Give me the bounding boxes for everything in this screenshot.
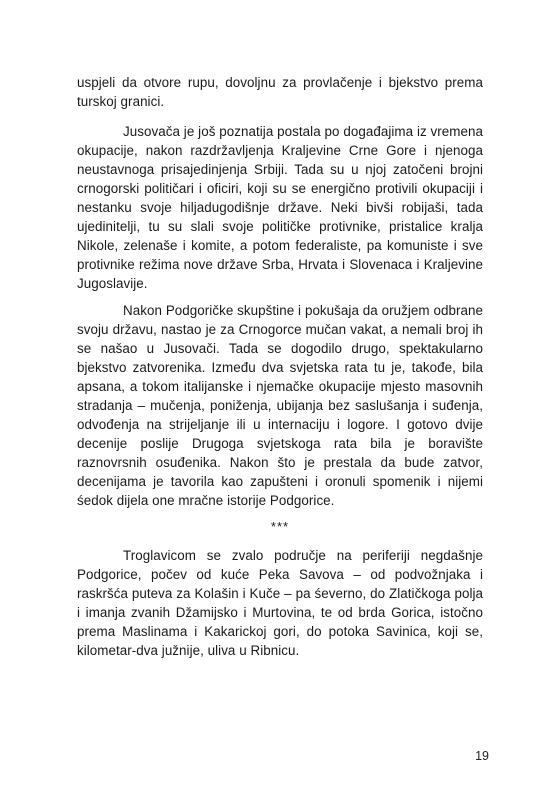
- page-number: 19: [475, 749, 489, 763]
- paragraph-text: Jusovača je još poznatija postala po događajima iz vremena okupacije, nakon razdržavljenja Kraljevine Crne Gore i njenoga neustavnoga prisajedinjenja Srbiji. Tada su u njoj zatočeni brojni crnogorski političari i oficiri, koji su se energično protivili okupaciji i nestanku svoje hiljadugodišnje države. Neki bivši robijaši, tada ujedinitelji, tu su slali svoje političke protivnike, pristalice kralja Nikole, zelenaše i komite, a potom federaliste, pa komuniste i sve protivnike režima nove države Srba, Hrvata i Slovenaca i Kraljevine Jugoslavije.: [77, 124, 483, 291]
- separator-text: ***: [270, 519, 290, 534]
- paragraph-text: Nakon Podgoričke skupštine i pokušaja da oružjem odbrane svoju državu, nastao je za Crnogorce mučan vakat, a nemali broj ih se našao u Jusovači. Tada se dogodilo drugo, spektakularno bjekstvo zatvorenika. Između dva svjetska rata tu je, takođe, bila apsana, a tokom italijanske i njemačke okupacije mjesto masovnih stradanja – mučenja, poniženja, ubijanja bez saslušanja i suđenja, odvođenja na strijeljanje ili u internaciju i logore. I gotovo dvije decenije poslije Drugoga svjetskoga rata bila je boravište raznovrsnih osuđenika. Nakon što je prestala da bude zatvor, decenijama je tavorila kao zapušteni i oronuli spomenik i nijemi śedok dijela one mračne istorije Podgorice.: [77, 303, 483, 508]
- paragraph-text: uspjeli da otvore rupu, dovoljnu za provlačenje i bjekstvo prema turskoj granici.: [77, 75, 483, 109]
- paragraph-text: Troglavicom se zvalo područje na periferiji negdašnje Podgorice, počev od kuće Peka Savova – od podvožnjaka i raskršća puteva za Kolašin i Kuče – pa śeverno, do Zlatičkoga polja i imanja zvanih Džamijsko i Murtovina, te od brda Gorica, istočno prema Maslinama i Kakarickoj gori, do potoka Savinica, koji se, kilometar-dva južnije, uliva u Ribnicu.: [77, 548, 483, 658]
- section-separator: [77, 517, 483, 536]
- paragraph-continuation: [77, 73, 483, 111]
- paragraph-jusovaca-occupation: [77, 122, 483, 293]
- paragraph-podgorica-assembly: [77, 301, 483, 510]
- paragraph-troglavica: [77, 546, 483, 660]
